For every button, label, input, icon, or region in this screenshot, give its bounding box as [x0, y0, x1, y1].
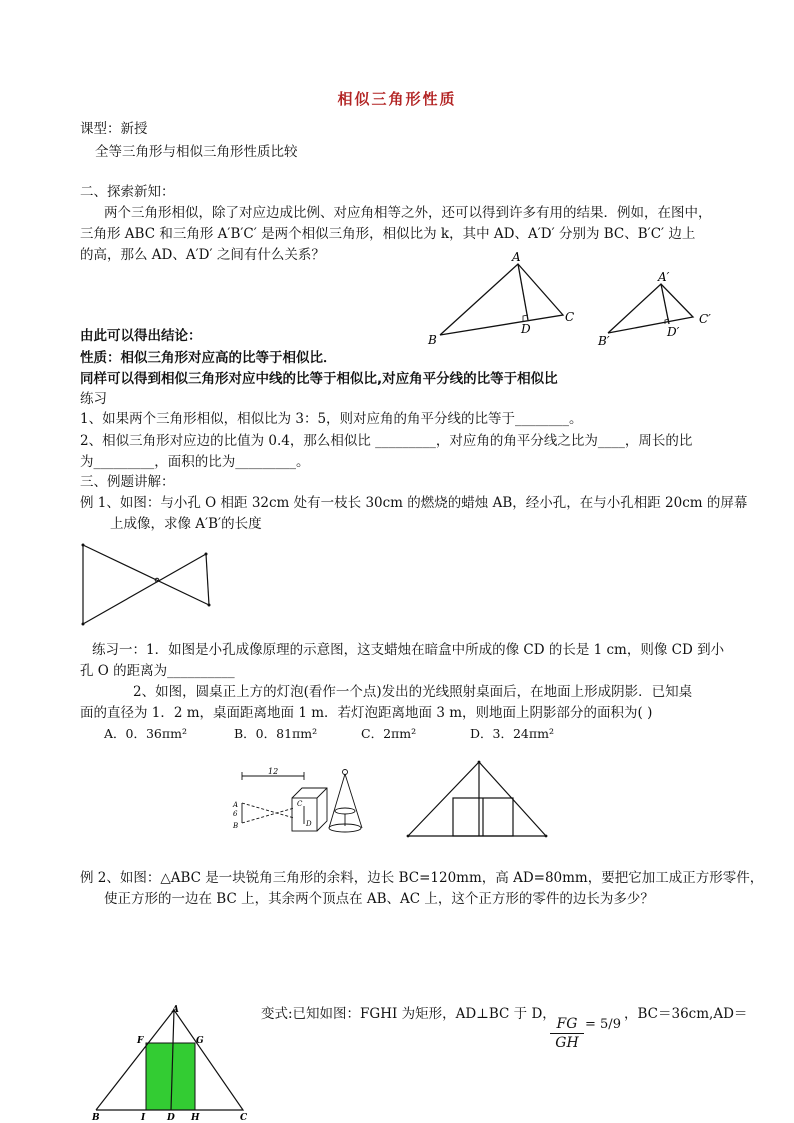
- pinhole-figure: [78, 538, 218, 628]
- choice-b: B．0．81πm²: [234, 726, 318, 741]
- triangle-abc-prime-figure: [598, 270, 723, 350]
- practice-1-line-1: 练习一：1．如图是小孔成像原理的示意图，这支蜡烛在暗盒中所成的像 CD 的长是 1 cm，则像 CD 到小: [92, 642, 725, 658]
- example-2-line-2: 使正方形的一边在 BC 上，其余两个顶点在 AB、AC 上，这个正方形的零件的边长为多少？: [104, 891, 654, 907]
- question-2-line-2: 为_________，面积的比为_________。: [80, 454, 310, 470]
- section-2-heading: 二、探索新知：: [80, 184, 175, 200]
- triangle-abc-prime-lines: [608, 284, 693, 333]
- label-d: D: [521, 322, 531, 336]
- var-label-b: B: [92, 1113, 100, 1123]
- paragraph-line-3: 的高，那么 AD、A′D′ 之间有什么关系？: [80, 247, 325, 263]
- var-label-i: I: [141, 1113, 146, 1123]
- question-1: 1、如果两个三角形相似，相似比为 3：5，则对应角的角平分线的比等于________。: [80, 411, 583, 427]
- label-b: B: [428, 333, 437, 347]
- label-d-prime: D′: [667, 325, 680, 339]
- label-a-prime: A′: [658, 270, 670, 284]
- box-label-c: C: [297, 800, 303, 808]
- label-c: C: [565, 310, 575, 324]
- property-statement-2: 同样可以得到相似三角形对应中线的比等于相似比,对应角平分线的比等于相似比: [80, 371, 558, 387]
- point-b: [82, 623, 85, 626]
- variant-figure: [88, 1002, 258, 1123]
- var-label-a: A: [172, 1005, 179, 1015]
- box-camera-figure: [228, 768, 328, 840]
- label-a: A: [512, 250, 521, 264]
- choice-c: C．2πm²: [361, 726, 417, 741]
- fraction-equals: = 5/9: [585, 1017, 621, 1032]
- practice-1-line-2: 孔 O 的距离为__________: [80, 663, 235, 679]
- box-label-b: B: [233, 822, 239, 830]
- course-type: 课型：新授: [80, 121, 148, 137]
- practice-heading: 练习: [80, 391, 107, 407]
- point-a-prime: [208, 604, 211, 607]
- choice-d: D．3．24πm²: [470, 726, 554, 741]
- green-rectangle: [146, 1043, 195, 1110]
- pinhole-lines: [83, 545, 209, 624]
- practice-2-line-1: 2、如图，圆桌正上方的灯泡(看作一个点)发出的光线照射桌面后，在地面上形成阴影．已知桌: [133, 684, 693, 700]
- practice-2-line-2: 面的直径为 1．2 m，桌面距离地面 1 m．若灯泡距离地面 3 m，则地面上阴影部分的面积为( ): [80, 705, 653, 721]
- inscribed-rect-figure: [403, 758, 551, 843]
- choice-a: A．0．36πm²: [104, 726, 187, 741]
- point-b-prime: [205, 553, 208, 556]
- example-1-line-1: 例 1、如图：与小孔 O 相距 32cm 处有一枝长 30cm 的燃烧的蜡烛 AB，经小孔，在与小孔相距 20cm 的屏幕: [80, 495, 748, 511]
- compare-line: 全等三角形与相似三角形性质比较: [95, 144, 298, 160]
- box-label-d: D: [306, 820, 312, 828]
- triangle-abc-figure: [425, 252, 585, 347]
- left-point: [407, 835, 410, 838]
- apex-point: [478, 761, 481, 764]
- example-1-line-2: 上成像，求像 A′B′的长度: [110, 516, 262, 532]
- var-label-c: C: [240, 1113, 248, 1123]
- property-statement: 性质：相似三角形对应高的比等于相似比．: [80, 350, 337, 366]
- var-label-f: F: [137, 1036, 144, 1046]
- box-camera-lines: [242, 772, 327, 831]
- fraction-bar: [550, 1033, 584, 1034]
- conclusion-intro: 由此可以得出结论：: [80, 328, 202, 344]
- lamp-cone-lines: [329, 770, 362, 833]
- triangle-abc-lines: [440, 264, 563, 335]
- var-label-h: H: [191, 1113, 200, 1123]
- variant-text-end: ，BC＝36cm,AD＝: [624, 1006, 748, 1022]
- box-width-label: 12: [268, 767, 279, 776]
- section-3-heading: 三、例题讲解：: [80, 474, 175, 490]
- paragraph-line-2: 三角形 ABC 和三角形 A′B′C′ 是两个相似三角形，相似比为 k，其中 AD、A′D′ 分别为 BC、B′C′ 边上: [80, 226, 696, 242]
- label-b-prime: B′: [598, 334, 610, 348]
- fraction-numerator: FG: [556, 1016, 578, 1032]
- fraction-fg-gh: [550, 1016, 584, 1051]
- box-side-label: 6: [233, 810, 238, 818]
- lamp-cone-figure: [325, 762, 375, 842]
- variant-text: 变式:已知如图：FGHI 为矩形，AD⊥BC 于 D，: [261, 1006, 556, 1022]
- page-title: 相似三角形性质: [337, 90, 457, 108]
- point-a: [82, 544, 85, 547]
- box-label-a: A: [233, 801, 239, 809]
- fraction-denominator: GH: [555, 1035, 579, 1051]
- var-label-d: D: [167, 1113, 175, 1123]
- inscribed-rect-lines: [408, 762, 546, 836]
- paragraph-line-1: 两个三角形相似，除了对应边成比例、对应角相等之外，还可以得到许多有用的结果．例如，在图中，: [104, 205, 712, 221]
- question-2-line-1: 2、相似三角形对应边的比值为 0.4，那么相似比 _________，对应角的角平分线之比为____，周长的比: [80, 433, 693, 449]
- var-label-g: G: [196, 1036, 204, 1046]
- example-2-line-1: 例 2、如图：△ABC 是一块锐角三角形的余料，边长 BC=120mm，高 AD=80mm，要把它加工成正方形零件，: [80, 870, 764, 886]
- right-point: [545, 835, 548, 838]
- label-c-prime: C′: [699, 312, 711, 326]
